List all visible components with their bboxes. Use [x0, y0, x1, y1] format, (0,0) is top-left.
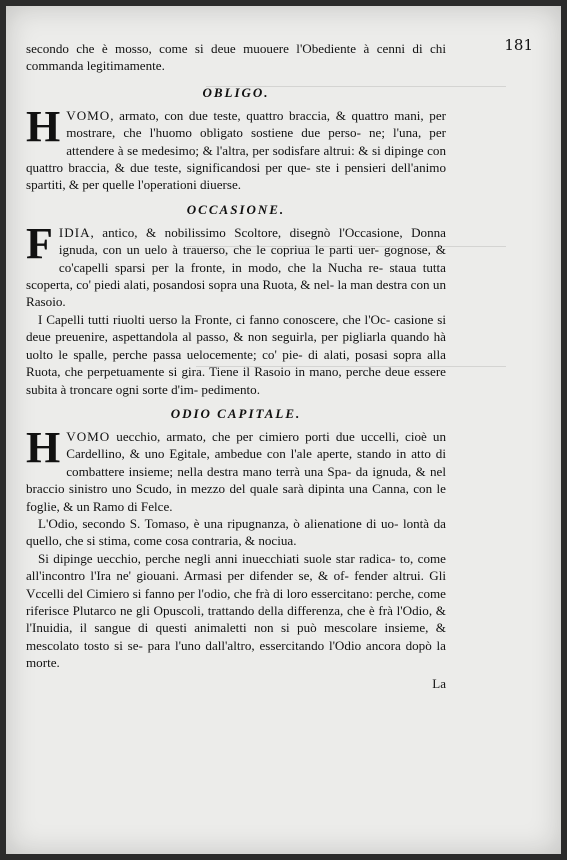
- section-title-occasione: OCCASIONE.: [186, 201, 286, 217]
- section-title-odio: ODIO CAPITALE.: [170, 405, 302, 421]
- paragraph-odio-2: L'Odio, secondo S. Tomaso, è una ripugnanza, ò alienatione di uo- lontà da quello, che si stima, come cosa contraria, & nociua.: [26, 515, 446, 549]
- catchword: La: [432, 675, 446, 691]
- lead-word-occasione: IDIA: [58, 224, 91, 240]
- page-number: 181: [504, 36, 533, 54]
- lead-word-obligo: VOMO: [66, 107, 111, 123]
- page-text: [26, 40, 446, 692]
- intro-text: secondo che è mosso, come si deue muouere l'Obediente à cenni di chi commanda legitimamente.: [26, 41, 446, 74]
- paragraph-occasione-2: I Capelli tutti riuolti uerso la Fronte, ci fanno conoscere, che l'Oc- casione si deue preuenire, aspettandola al passo, & non seguirla, per pigliarla quando hà uolto le spalle, perche passa uelocemente; co' pie- di alati, posasi sopra alla Ruota, che perpetuamente si gira. Tiene il Rasoio in mano, perche deue essere subita à troncare ogni sorte d'im- pedimento.: [26, 311, 446, 397]
- paragraph-occasione: , antico, & nobilissimo Scoltore, disegnò l'Occasione, Donna ignuda, con un uelo à trauerso, che le copriua le parti uer- gognose, & co'capelli sparsi per la fronte, in modo, che la Nucha re- staua tutta scoperta, co' piedi alati, posandosi sopra una Ruota, & nel- la man destra con un Rasoio.: [26, 224, 446, 310]
- section-body-obligo: [26, 101, 446, 194]
- dropcap-obligo: H: [26, 101, 61, 151]
- section-body-odio: [26, 422, 446, 515]
- book-page: [6, 6, 561, 854]
- lead-word-odio: VOMO: [66, 428, 111, 444]
- section-title-obligo: OBLIGO.: [202, 84, 270, 100]
- dropcap-occasione: F: [26, 218, 53, 268]
- paragraph-odio-3: Si dipinge uecchio, perche negli anni inuecchiati suole star radica- to, come all'incontro l'Ira ne' giouani. Armasi per difender se, & of- fender altrui. Gli Vccelli del Cimiero si fanno per l'odio, che frà di loro essercitano: perche, come riferisce Plutarco ne gli Opuscoli, trattando della differenza, che è frà l'Odio, & l'Inuidia, il sangue di questi animaletti non si può mescolare insieme, & mescolato tosto si se- para l'uno dall'altro, essercitando l'Odio ancora dopò la morte.: [26, 550, 446, 671]
- section-body-occasione: [26, 218, 446, 311]
- paragraph-obligo: , armato, con due teste, quattro braccia, & quattro mani, per mostrare, che l'huomo obligato sostiene due perso- ne; l'una, per attendere à se medesimo; & l'altra, per sodisfare altrui: & si dipinge con quattro braccia, & due teste, significandosi per que- ste i pensieri dell'animo spartiti, & per quelle l'operationi diuerse.: [26, 107, 446, 193]
- dropcap-odio: H: [26, 422, 61, 472]
- paragraph-odio: uecchio, armato, che per cimiero porti due uccelli, cioè un Cardellino, & uno Egitale, ambedue con l'ale aperte, stando in atto di combattere insieme; nella destra mano terrà una Spa- da ignuda, & nel braccio sinistro uno Scudo, in mezzo del quale sarà dipinta una Canna, con le foglie, & un Ramo di Felce.: [26, 428, 446, 514]
